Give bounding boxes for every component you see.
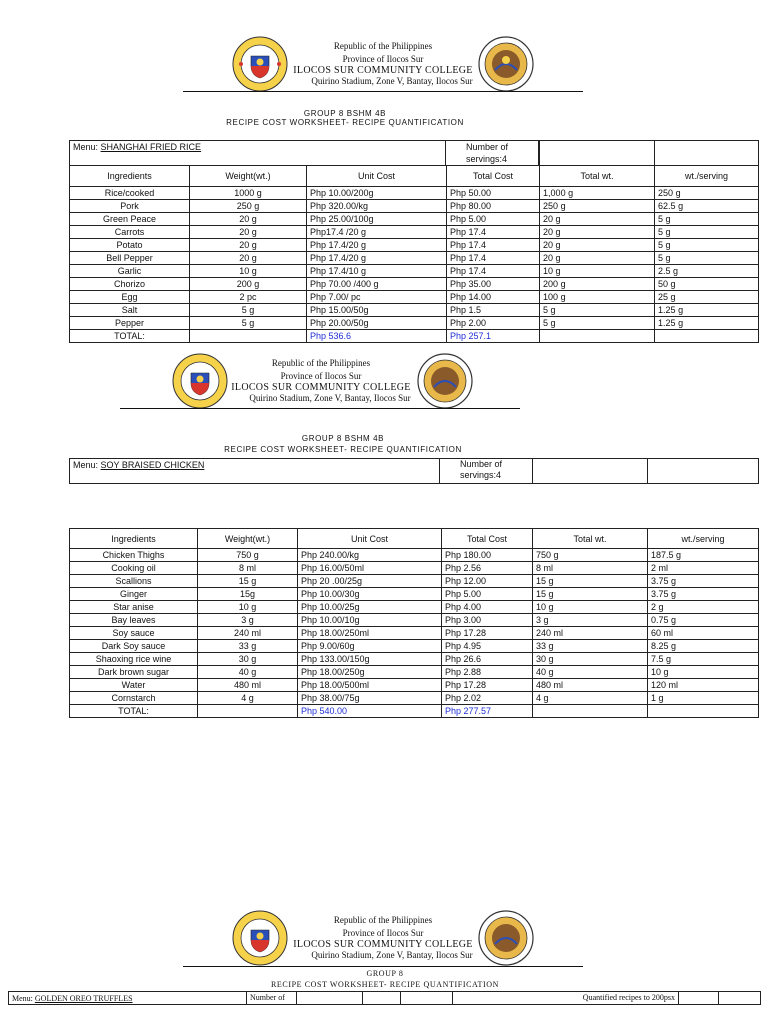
republic-line: Republic of the Philippines <box>333 41 433 51</box>
sheet1-table <box>69 140 759 343</box>
table-cell: Php 7.00/ pc <box>307 291 447 304</box>
table-cell: Php 10.00/25g <box>298 601 442 614</box>
header-rule <box>120 408 520 409</box>
table-cell: Php 2.02 <box>442 692 533 705</box>
province-line: Province of Ilocos Sur <box>280 371 362 381</box>
column-header: Ingredients <box>70 166 190 187</box>
menu-divider <box>445 140 446 165</box>
table-row <box>70 666 759 679</box>
table-cell: Soy sauce <box>70 627 198 640</box>
table-cell: 15 g <box>198 575 298 588</box>
table-cell: Php 80.00 <box>447 200 540 213</box>
table-row <box>70 200 759 213</box>
sheet1-group: GROUP 8 BSHM 4B <box>303 109 387 118</box>
address-line: Quirino Stadium, Zone V, Bantay, Ilocos Sur <box>249 393 411 403</box>
table-cell: 187.5 g <box>648 549 759 562</box>
table-row <box>70 252 759 265</box>
table-cell: 200 g <box>540 278 655 291</box>
sheet3-title: RECIPE COST WORKSHEET- RECIPE QUANTIFICATION <box>270 980 500 989</box>
table-cell: Chorizo <box>70 278 190 291</box>
table-cell: 200 g <box>190 278 307 291</box>
table-cell: Cornstarch <box>70 692 198 705</box>
table-cell: Php 26.6 <box>442 653 533 666</box>
table-cell: Php 4.00 <box>442 601 533 614</box>
table-cell: Php 17.4/20 g <box>307 239 447 252</box>
table-cell: 20 g <box>540 252 655 265</box>
empty-cell <box>540 141 655 166</box>
table-cell: 0.75 g <box>648 614 759 627</box>
table-row <box>70 317 759 330</box>
column-header: wt./serving <box>655 166 759 187</box>
address-line: Quirino Stadium, Zone V, Bantay, Ilocos Sur <box>311 950 473 960</box>
table-cell: 750 g <box>198 549 298 562</box>
table-cell: 8 ml <box>533 562 648 575</box>
table-cell: 5 g <box>655 213 759 226</box>
table-cell: Shaoxing rice wine <box>70 653 198 666</box>
menu-name: GOLDEN OREO TRUFFLES <box>34 993 133 1003</box>
table-row <box>70 226 759 239</box>
table-cell: Php 17.28 <box>442 679 533 692</box>
table-cell: 1,000 g <box>540 187 655 200</box>
column-header: Unit Cost <box>298 529 442 549</box>
column-header: Total wt. <box>540 166 655 187</box>
total-label: TOTAL: <box>70 705 198 718</box>
table-cell: 40 g <box>533 666 648 679</box>
table-cell: Bay leaves <box>70 614 198 627</box>
table-cell: Ginger <box>70 588 198 601</box>
table-cell: 3 g <box>198 614 298 627</box>
table-row <box>70 601 759 614</box>
table-cell: 3.75 g <box>648 575 759 588</box>
table-cell: Php 15.00/50g <box>307 304 447 317</box>
table-cell: 10 g <box>648 666 759 679</box>
empty-cell <box>655 141 759 166</box>
table-row <box>70 187 759 200</box>
table-cell: Green Peace <box>70 213 190 226</box>
table-cell: Php 133.00/150g <box>298 653 442 666</box>
table-cell: 15g <box>198 588 298 601</box>
table-cell: 3 g <box>533 614 648 627</box>
table-cell: Scallions <box>70 575 198 588</box>
table-cell: 1000 g <box>190 187 307 200</box>
table-cell: 20 g <box>540 239 655 252</box>
table-cell: 480 ml <box>198 679 298 692</box>
table-cell: Php 18.00/250ml <box>298 627 442 640</box>
table-cell: Php 20 .00/25g <box>298 575 442 588</box>
republic-line: Republic of the Philippines <box>271 358 371 368</box>
table-cell: Php 320.00/kg <box>307 200 447 213</box>
table-row <box>70 588 759 601</box>
column-header: Ingredients <box>70 529 198 549</box>
table-cell: 240 ml <box>533 627 648 640</box>
servings-line1: Number of <box>466 142 509 152</box>
table-cell: 60 ml <box>648 627 759 640</box>
table-cell: Php 2.88 <box>442 666 533 679</box>
table-cell: Egg <box>70 291 190 304</box>
table-cell: Php 38.00/75g <box>298 692 442 705</box>
table-cell: 1.25 g <box>655 304 759 317</box>
table-cell: 20 g <box>540 213 655 226</box>
table-cell: Pork <box>70 200 190 213</box>
table-cell: 100 g <box>540 291 655 304</box>
table-cell: Php 14.00 <box>447 291 540 304</box>
table-cell: 1.25 g <box>655 317 759 330</box>
province-line: Province of Ilocos Sur <box>342 54 424 64</box>
republic-line: Republic of the Philippines <box>333 915 433 925</box>
sheet2-group: GROUP 8 BSHM 4B <box>301 434 385 443</box>
column-header: Unit Cost <box>307 166 447 187</box>
empty-cell <box>648 705 759 718</box>
table-cell: 2 g <box>648 601 759 614</box>
empty-cell <box>719 992 761 1005</box>
table-cell: Php 2.56 <box>442 562 533 575</box>
table-cell: 15 g <box>533 588 648 601</box>
table-row <box>70 304 759 317</box>
table-row <box>70 653 759 666</box>
table-cell: 30 g <box>533 653 648 666</box>
table-cell: Php 9.00/60g <box>298 640 442 653</box>
table-cell: 20 g <box>190 239 307 252</box>
total-cost: Php 257.1 <box>447 330 540 343</box>
empty-cell <box>679 992 719 1005</box>
column-header: Total wt. <box>533 529 648 549</box>
address-line: Quirino Stadium, Zone V, Bantay, Ilocos Sur <box>311 76 473 86</box>
header-rule <box>183 91 583 92</box>
menu-label: Menu: <box>12 993 33 1003</box>
empty-cell <box>540 330 655 343</box>
menu-label: Menu: <box>73 142 99 152</box>
empty-cell <box>297 992 363 1005</box>
table-row <box>70 575 759 588</box>
menu-divider <box>538 140 539 165</box>
table-row <box>70 278 759 291</box>
table-cell: Dark Soy sauce <box>70 640 198 653</box>
column-header: Weight(wt.) <box>190 166 307 187</box>
sheet2-table <box>69 528 759 718</box>
table-cell: Php 17.4 <box>447 265 540 278</box>
table-cell: 4 g <box>198 692 298 705</box>
table-cell: 250 g <box>540 200 655 213</box>
college-name: ILOCOS SUR COMMUNITY COLLEGE <box>293 939 473 950</box>
table-cell: Garlic <box>70 265 190 278</box>
table-cell: Chicken Thighs <box>70 549 198 562</box>
sheet2-menu-table <box>69 458 759 484</box>
menu-row <box>70 141 759 166</box>
table-cell: Php 10.00/30g <box>298 588 442 601</box>
table-cell: Php 17.4 <box>447 239 540 252</box>
table-cell: Potato <box>70 239 190 252</box>
table-cell: Php 17.4/20 g <box>307 252 447 265</box>
column-header: Weight(wt.) <box>198 529 298 549</box>
table-cell: 7.5 g <box>648 653 759 666</box>
sheet1-servings <box>466 141 508 165</box>
table-cell: Php 1.5 <box>447 304 540 317</box>
table-cell: 40 g <box>198 666 298 679</box>
table-cell: Php 180.00 <box>442 549 533 562</box>
table-cell: 20 g <box>540 226 655 239</box>
column-header-row <box>70 166 759 187</box>
table-cell: Php 20.00/50g <box>307 317 447 330</box>
table-cell: 25 g <box>655 291 759 304</box>
sheet1-title: RECIPE COST WORKSHEET- RECIPE QUANTIFICATION <box>226 118 464 127</box>
table-row <box>70 562 759 575</box>
table-cell: 250 g <box>655 187 759 200</box>
table-cell: 5 g <box>190 304 307 317</box>
servings-line1: Number of <box>460 459 503 469</box>
empty-cell <box>198 705 298 718</box>
table-cell: Salt <box>70 304 190 317</box>
table-row <box>70 627 759 640</box>
table-cell: 480 ml <box>533 679 648 692</box>
header-rule <box>183 966 583 967</box>
table-cell: Php 35.00 <box>447 278 540 291</box>
table-cell: 5 g <box>540 317 655 330</box>
column-header: wt./serving <box>648 529 759 549</box>
table-cell: 30 g <box>198 653 298 666</box>
table-cell: Php 18.00/250g <box>298 666 442 679</box>
table-cell: 2 ml <box>648 562 759 575</box>
servings-line2: servings:4 <box>466 154 508 164</box>
table-cell: Php 5.00 <box>447 213 540 226</box>
college-name: ILOCOS SUR COMMUNITY COLLEGE <box>231 382 411 393</box>
table-cell: Php 3.00 <box>442 614 533 627</box>
table-row <box>70 692 759 705</box>
table-cell: Cooking oil <box>70 562 198 575</box>
table-cell: 5 g <box>190 317 307 330</box>
table-cell: Php 10.00/200g <box>307 187 447 200</box>
table-cell: 20 g <box>190 252 307 265</box>
table-cell: 20 g <box>190 226 307 239</box>
menu-name: SHANGHAI FRIED RICE <box>100 142 202 152</box>
table-cell: Rice/cooked <box>70 187 190 200</box>
menu-name: SOY BRAISED CHICKEN <box>100 460 205 470</box>
table-cell: 33 g <box>533 640 648 653</box>
table-cell: 5 g <box>655 252 759 265</box>
table-row <box>70 640 759 653</box>
table-cell: Php 50.00 <box>447 187 540 200</box>
table-cell: Php 70.00 /400 g <box>307 278 447 291</box>
table-cell: 8 ml <box>198 562 298 575</box>
total-cost: Php 277.57 <box>442 705 533 718</box>
table-cell: Php 12.00 <box>442 575 533 588</box>
table-cell: 10 g <box>190 265 307 278</box>
table-row <box>70 239 759 252</box>
table-cell: 10 g <box>198 601 298 614</box>
table-cell: Php 240.00/kg <box>298 549 442 562</box>
menu-cell <box>9 992 247 1005</box>
table-cell: Php 16.00/50ml <box>298 562 442 575</box>
table-cell: Pepper <box>70 317 190 330</box>
table-cell: Php17.4 /20 g <box>307 226 447 239</box>
table-cell: 5 g <box>655 239 759 252</box>
table-row <box>70 265 759 278</box>
table-cell: Php 17.28 <box>442 627 533 640</box>
table-cell: Php 17.4 <box>447 252 540 265</box>
table-row <box>70 549 759 562</box>
table-row <box>70 679 759 692</box>
table-cell: Php 17.4 <box>447 226 540 239</box>
empty-cell <box>648 459 759 484</box>
table-cell: 4 g <box>533 692 648 705</box>
empty-cell <box>401 992 453 1005</box>
table-row <box>70 213 759 226</box>
letterhead-text <box>262 915 504 961</box>
letterhead-text <box>200 358 442 404</box>
table-cell: Star anise <box>70 601 198 614</box>
quantified-cell: Quantified recipes to 200psx <box>453 992 679 1005</box>
table-cell: 62.5 g <box>655 200 759 213</box>
table-cell: 8.25 g <box>648 640 759 653</box>
table-cell: 20 g <box>190 213 307 226</box>
table-cell: 1 g <box>648 692 759 705</box>
letterhead-text <box>262 41 504 87</box>
menu-label: Menu: <box>73 460 99 470</box>
total-unit-cost: Php 536.6 <box>307 330 447 343</box>
sheet3-table <box>8 991 761 1005</box>
table-row <box>70 614 759 627</box>
table-cell: Bell Pepper <box>70 252 190 265</box>
sheet3-group: GROUP 8 <box>366 969 404 978</box>
servings-line2: servings:4 <box>460 470 502 480</box>
table-cell: Php 17.4/10 g <box>307 265 447 278</box>
table-cell: Php 25.00/100g <box>307 213 447 226</box>
table-cell: 10 g <box>533 601 648 614</box>
table-cell: 5 g <box>655 226 759 239</box>
table-cell: 2.5 g <box>655 265 759 278</box>
table-cell: Php 18.00/500ml <box>298 679 442 692</box>
total-label: TOTAL: <box>70 330 190 343</box>
empty-cell <box>533 705 648 718</box>
table-cell: Php 5.00 <box>442 588 533 601</box>
table-row <box>70 291 759 304</box>
total-row <box>70 705 759 718</box>
servings-cell <box>440 459 533 484</box>
column-header-row <box>70 529 759 549</box>
table-cell: Php 4.95 <box>442 640 533 653</box>
sheet2-title: RECIPE COST WORKSHEET- RECIPE QUANTIFICATION <box>224 445 462 454</box>
table-cell: 250 g <box>190 200 307 213</box>
column-header: Total Cost <box>447 166 540 187</box>
empty-cell <box>190 330 307 343</box>
table-cell: Php 2.00 <box>447 317 540 330</box>
table-cell: 15 g <box>533 575 648 588</box>
table-cell: 240 ml <box>198 627 298 640</box>
table-cell: 5 g <box>540 304 655 317</box>
table-cell: Water <box>70 679 198 692</box>
table-cell: 120 ml <box>648 679 759 692</box>
total-unit-cost: Php 540.00 <box>298 705 442 718</box>
table-cell: Carrots <box>70 226 190 239</box>
table-cell: 50 g <box>655 278 759 291</box>
empty-cell <box>363 992 401 1005</box>
province-line: Province of Ilocos Sur <box>342 928 424 938</box>
table-cell: Dark brown sugar <box>70 666 198 679</box>
table-cell: Php 10.00/10g <box>298 614 442 627</box>
table-cell: 750 g <box>533 549 648 562</box>
empty-cell <box>655 330 759 343</box>
menu-cell <box>70 459 440 484</box>
table-cell: 10 g <box>540 265 655 278</box>
total-row <box>70 330 759 343</box>
college-name: ILOCOS SUR COMMUNITY COLLEGE <box>293 65 473 76</box>
table-cell: 3.75 g <box>648 588 759 601</box>
servings-cell: Number of <box>247 992 297 1005</box>
table-cell: 2 pc <box>190 291 307 304</box>
table-cell: 33 g <box>198 640 298 653</box>
column-header: Total Cost <box>442 529 533 549</box>
empty-cell <box>533 459 648 484</box>
